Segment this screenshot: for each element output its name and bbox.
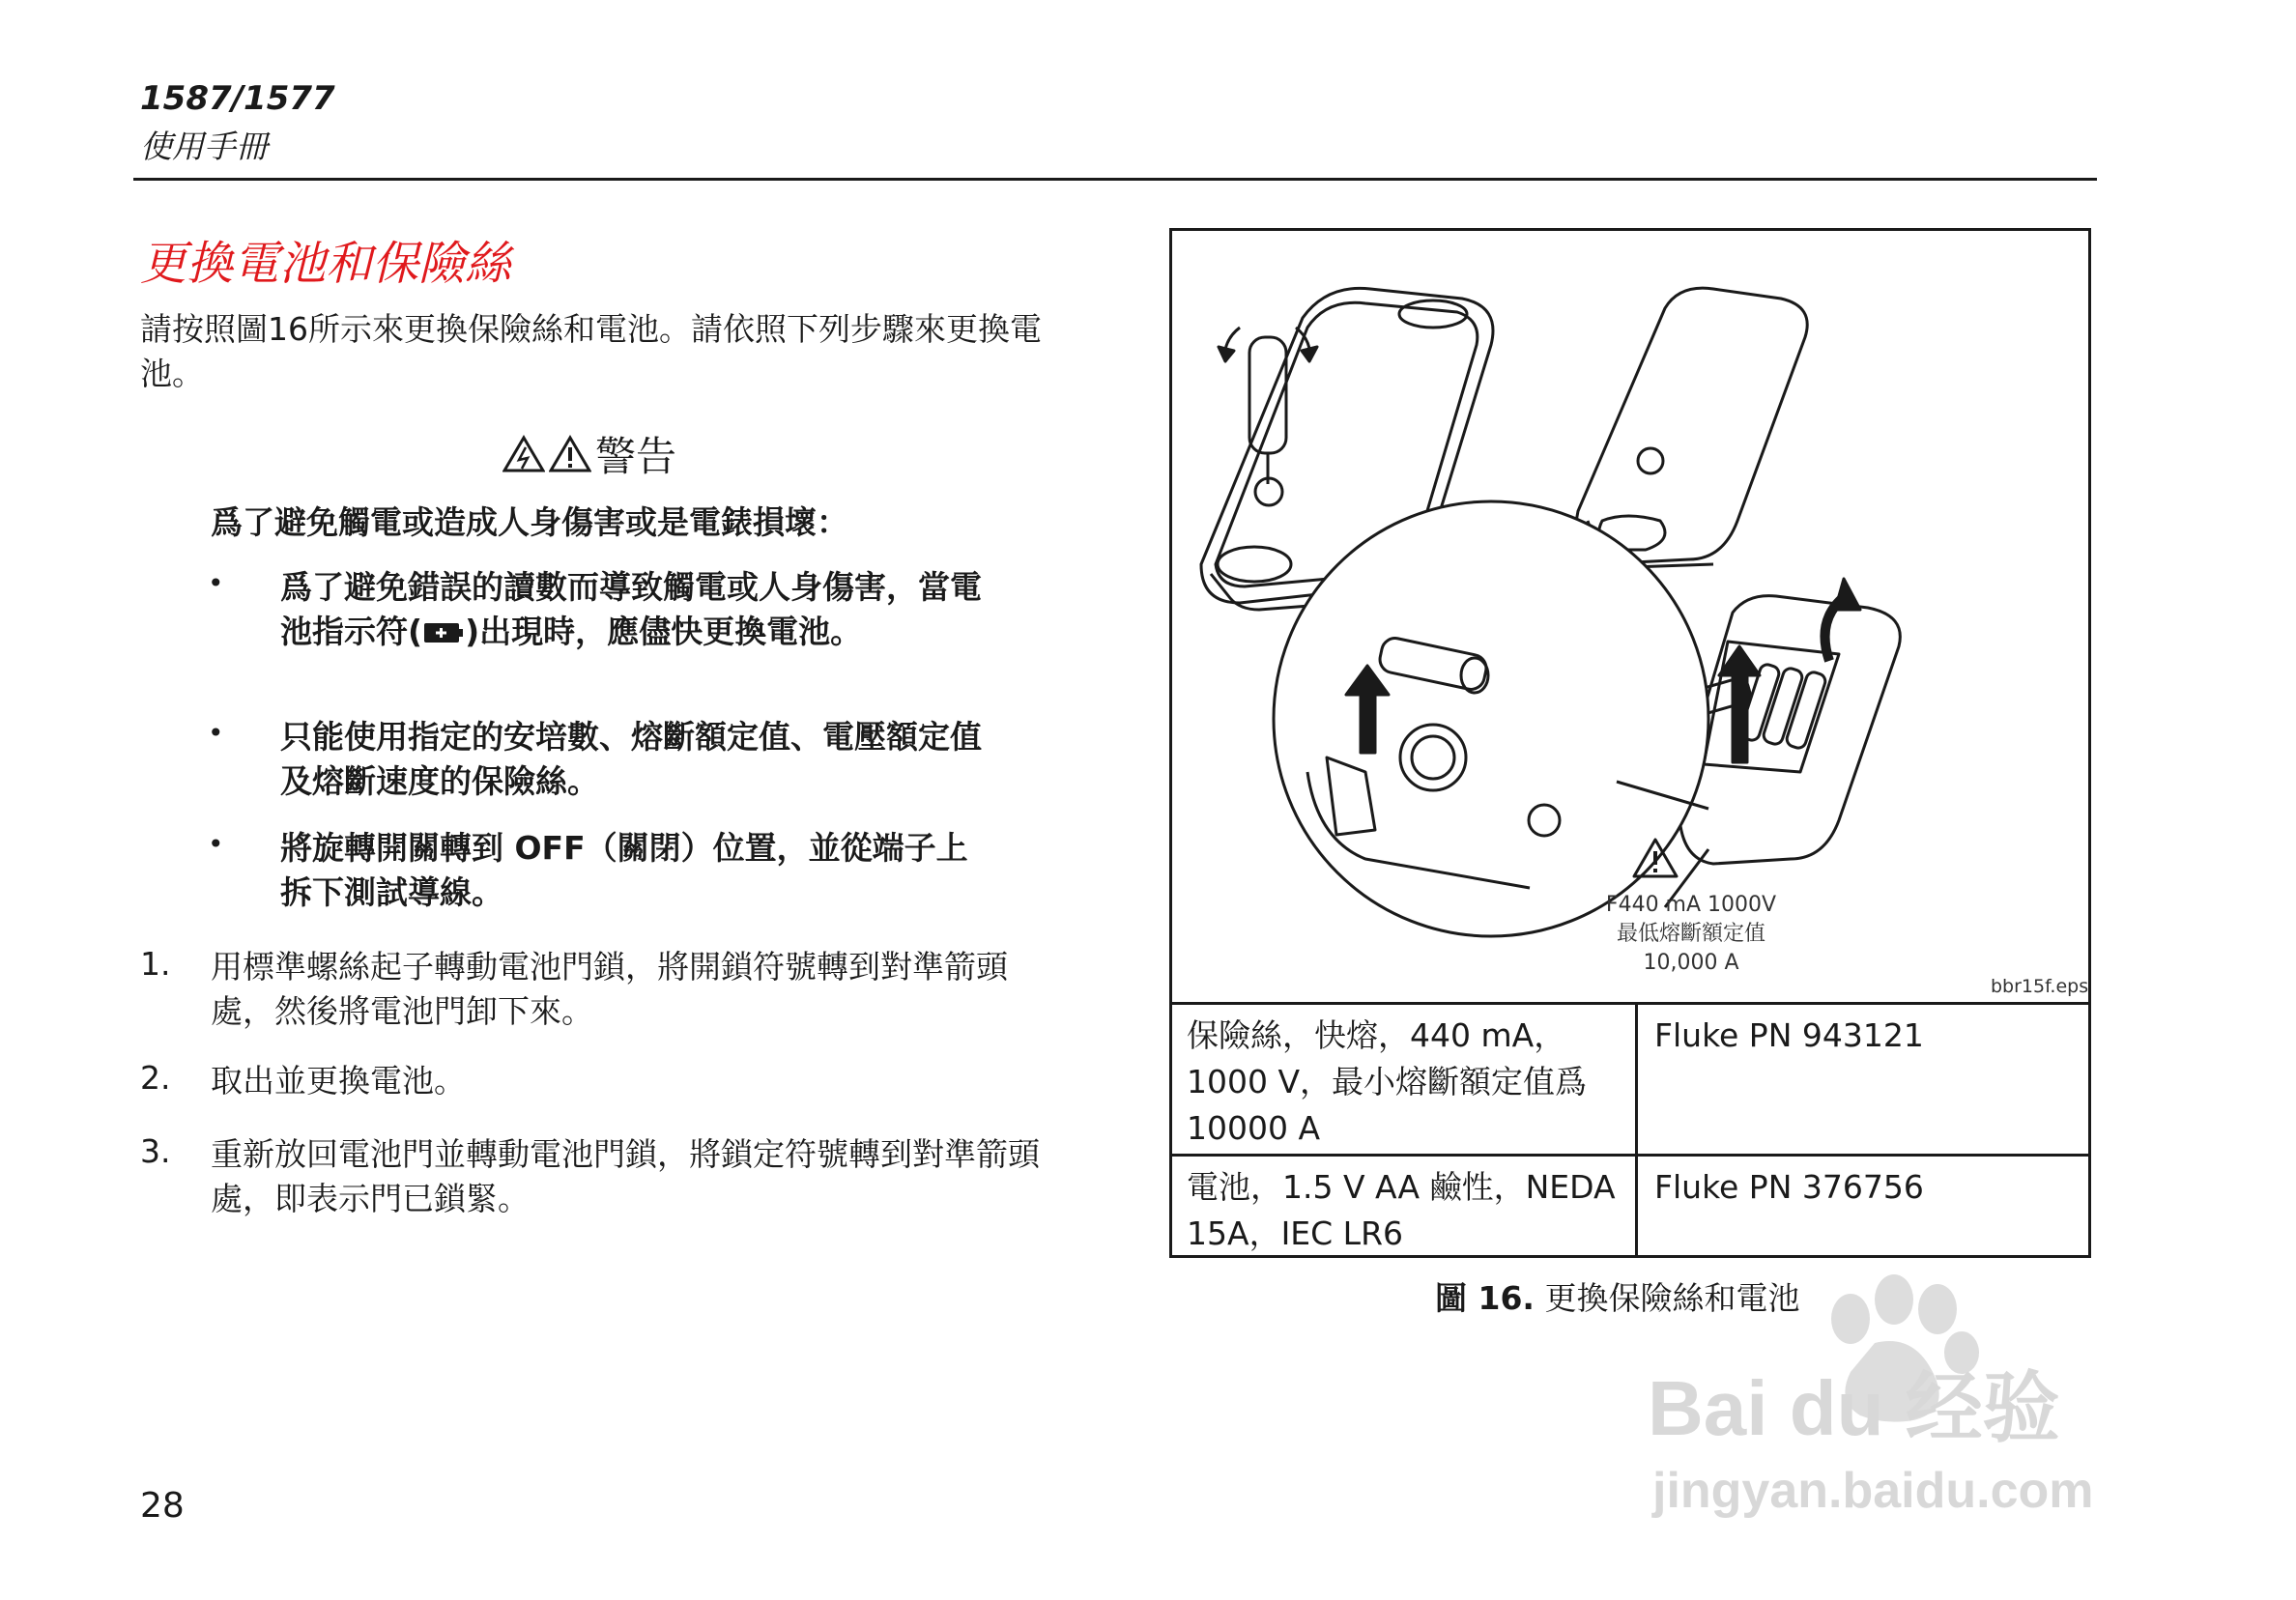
step-number: 2. bbox=[140, 1059, 171, 1097]
table-column-divider bbox=[1635, 1002, 1638, 1258]
fuse-rating-value: 10,000 A bbox=[1643, 951, 1739, 975]
baidu-watermark-logo bbox=[1643, 1266, 2184, 1527]
bullet-text: 爲了避免錯誤的讀數而導致觸電或人身傷害，當電池指示符( bbox=[280, 568, 982, 650]
step-1-text: 用標準螺絲起子轉動電池門鎖，將開鎖符號轉到對準箭頭處，然後將電池門卸下來。 bbox=[211, 948, 1008, 1030]
table-cell-battery-part: Fluke PN 376756 bbox=[1654, 1168, 1924, 1206]
warning-bullet-3 bbox=[280, 826, 995, 915]
battery-indicator-icon bbox=[422, 620, 465, 645]
warning-intro: 爲了避免觸電或造成人身傷害或是電錶損壞： bbox=[211, 503, 848, 541]
header-rule bbox=[133, 178, 2097, 181]
figure-caption-text: 更換保險絲和電池 bbox=[1544, 1279, 1800, 1317]
doc-model-title: 1587/1577 bbox=[140, 79, 335, 118]
battery-fuse-illustration bbox=[1172, 231, 2088, 1002]
fuse-spec: F440 mA 1000V bbox=[1605, 893, 1777, 917]
warning-bullet-1 bbox=[280, 565, 995, 654]
shock-hazard-icon bbox=[502, 435, 545, 473]
step-number: 3. bbox=[140, 1132, 171, 1170]
warning-heading bbox=[502, 425, 676, 483]
caution-icon bbox=[549, 435, 591, 473]
step-2-text: 取出並更換電池。 bbox=[211, 1062, 466, 1100]
watermark-url: jingyan.baidu.com bbox=[1652, 1463, 2094, 1519]
bullet-text: （關閉）位置，並從端子上拆下測試導線。 bbox=[280, 829, 968, 911]
bullet-marker: • bbox=[208, 828, 224, 860]
figure-table-divider bbox=[1169, 1002, 2091, 1005]
figure-file-label: bbr15f.eps bbox=[1991, 976, 2089, 997]
table-cell-fuse-part: Fluke PN 943121 bbox=[1654, 1016, 1924, 1054]
table-cell-fuse-item: 保險絲，快熔，440 mA，1000 V，最小熔斷額定值爲10000 A bbox=[1187, 1016, 1588, 1147]
warning-label: 警告 bbox=[595, 433, 677, 480]
watermark-brand: Bai du 经验 bbox=[1648, 1365, 2060, 1451]
off-keyword: OFF bbox=[514, 829, 586, 867]
bullet-text: 將旋轉開關轉到 bbox=[280, 829, 515, 867]
table-row-divider bbox=[1169, 1154, 2091, 1157]
bullet-marker: • bbox=[208, 717, 224, 749]
bullet-text: )出現時，應儘快更換電池。 bbox=[465, 613, 863, 650]
bullet-marker: • bbox=[208, 567, 224, 599]
step-number: 1. bbox=[140, 945, 171, 983]
doc-manual-subtitle: 使用手冊 bbox=[140, 128, 268, 165]
section-heading: 更換電池和保險絲 bbox=[140, 237, 512, 291]
fuse-rating-label bbox=[1594, 891, 1788, 978]
page-number: 28 bbox=[140, 1486, 185, 1526]
figure-number: 圖 16. bbox=[1435, 1279, 1535, 1317]
intro-paragraph: 請按照圖16所示來更換保險絲和電池。請依照下列步驟來更換電池。 bbox=[140, 310, 1042, 392]
fuse-rating-title: 最低熔斷額定值 bbox=[1616, 922, 1765, 946]
step-3-text: 重新放回電池門並轉動電池門鎖，將鎖定符號轉到對準箭頭處，即表示門已鎖緊。 bbox=[211, 1135, 1040, 1217]
warning-bullet-2: 只能使用指定的安培數、熔斷額定值、電壓額定值及熔斷速度的保險絲。 bbox=[280, 718, 982, 800]
table-cell-battery-item: 電池，1.5 V AA 鹼性，NEDA 15A，IEC LR6 bbox=[1187, 1168, 1616, 1252]
